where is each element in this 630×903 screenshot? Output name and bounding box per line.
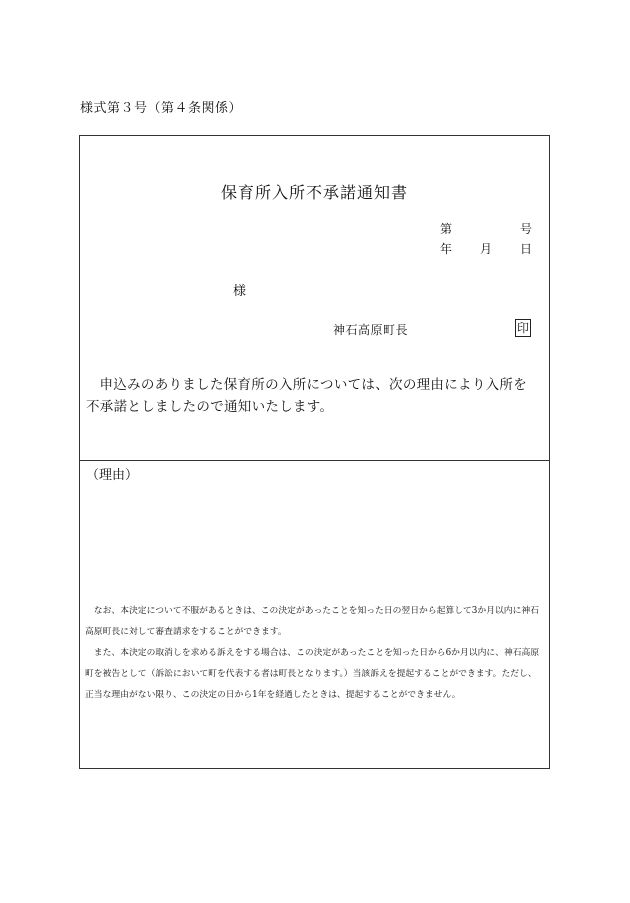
notice-form-frame — [79, 135, 550, 769]
document-number-suffix: 号 — [519, 222, 532, 236]
date-month: 月 — [479, 242, 492, 256]
date-day: 日 — [519, 242, 532, 256]
reason-label: （理由） — [86, 468, 139, 483]
issuer-title: 神石高原町長 — [333, 323, 409, 337]
seal-mark: 印 — [517, 321, 530, 335]
notification-body: 申込みのありました保育所の入所については、次の理由により入所を不承諾としましたので通知いたします。 — [86, 377, 528, 415]
document-title: 保育所入所不承諾通知書 — [220, 183, 408, 202]
section-divider — [80, 460, 549, 461]
lawsuit-notice-paragraph: また、本決定の取消しを求める訴えをする場合は、この決定があったことを知った日から6か月以内に、神石高原町を被告として（訴訟において町を代表する者は町長となります。）当該訴えを提起することができます。ただし、正当な理由がない限り、この決定の日から1年を経過したときは、提起することができません。 — [85, 648, 540, 700]
date-year: 年 — [440, 242, 453, 256]
document-date — [440, 240, 532, 257]
form-number: 様式第３号（第４条関係） — [80, 101, 243, 116]
appeal-notice — [85, 601, 541, 706]
addressee-suffix: 様 — [233, 284, 247, 299]
appeal-notice-paragraph: なお、本決定について不服があるときは、この決定があったことを知った日の翌日から起算して3か月以内に神石高原町長に対して審査請求をすることができます。 — [85, 606, 539, 637]
document-number — [440, 220, 532, 237]
document-number-prefix: 第 — [440, 222, 453, 236]
